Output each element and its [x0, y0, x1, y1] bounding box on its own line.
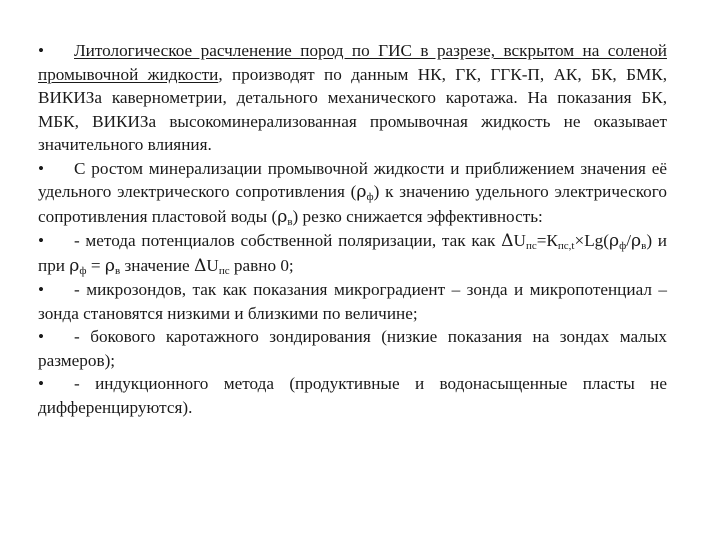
paragraph-mineralization [38, 157, 667, 230]
paragraph-sp-method [38, 229, 667, 278]
paragraph-lateral-sounding [38, 325, 667, 372]
times-symbol: × [574, 231, 585, 250]
sp-method-text: - метода потенциалов собственной поляризации, так как [74, 231, 502, 250]
rho-symbol: ρ [277, 206, 288, 227]
close-paren: ) [646, 231, 653, 250]
lateral-sounding-text: - бокового каротажного зондирования (низкие показания на зондах малых размеров); [38, 327, 667, 370]
paragraph-lithology [38, 39, 667, 157]
u-symbol: U [513, 231, 526, 250]
subscript-v: в [641, 240, 647, 252]
mineralization-text-3: ) резко снижается эффективность: [292, 206, 543, 226]
rho-symbol: ρ [69, 255, 80, 276]
delta-symbol: Δ [193, 255, 207, 276]
and-when-text: и при [38, 231, 667, 275]
mineralization-text-2: ) к значению удельного электрического сопротивления пластовой воды ( [38, 182, 667, 226]
subscript-f: ф [366, 191, 374, 203]
subscript-v: в [287, 215, 293, 228]
equals-zero-text: равно 0; [229, 255, 294, 275]
slash-symbol: / [626, 231, 632, 250]
u-symbol: U [206, 255, 219, 275]
lithology-heading: Литологическое расчленение пород по ГИС в разрезе, вскрытом на соленой промывочной жидкости [38, 41, 667, 84]
bullet-icon: • [38, 231, 45, 250]
paragraph-induction [38, 372, 667, 419]
value-text: значение [120, 255, 194, 275]
subscript-ps: пс [218, 264, 230, 277]
rho-symbol: ρ [356, 182, 367, 202]
subscript-f: ф [619, 240, 627, 252]
delta-symbol: Δ [501, 231, 514, 251]
bullet-icon: • [38, 280, 45, 299]
bullet-icon: • [38, 374, 45, 393]
bullet-icon: • [38, 327, 45, 346]
equals-k: =К [536, 231, 558, 250]
bullet-icon: • [38, 41, 45, 60]
subscript-v: в [114, 264, 121, 277]
mineralization-text-1: С ростом минерализации промывочной жидкости и приближением значения её удельного электрического сопротивления ( [38, 158, 667, 201]
rho-symbol: ρ [609, 231, 620, 251]
slide-body [38, 39, 667, 419]
rho-symbol: ρ [631, 231, 642, 251]
lg-open: Lg( [584, 231, 610, 250]
lithology-text: , производят по данным НК, ГК, ГГК-П, АК, БК, БМК, ВИКИЗа кавернометрии, детального механического каротажа. На показания БК, МБК, ВИКИЗа высокоминерализованная промывочная жидкость не оказывает значительного влияния. [38, 64, 667, 154]
rho-symbol: ρ [104, 255, 115, 276]
paragraph-microprobes [38, 278, 667, 325]
subscript-f: ф [79, 264, 87, 277]
microprobes-text: - микрозондов, так как показания микроградиент – зонда и микропотенциал – зонда становятся низкими и близкими по величине; [38, 280, 667, 323]
subscript-pst: пс,t [557, 240, 575, 252]
subscript-ps: пс [525, 240, 537, 252]
bullet-icon: • [38, 158, 45, 178]
induction-text: - индукционного метода (продуктивные и водонасыщенные пласты не дифференцируются). [38, 374, 667, 417]
equals-symbol: = [86, 255, 105, 275]
